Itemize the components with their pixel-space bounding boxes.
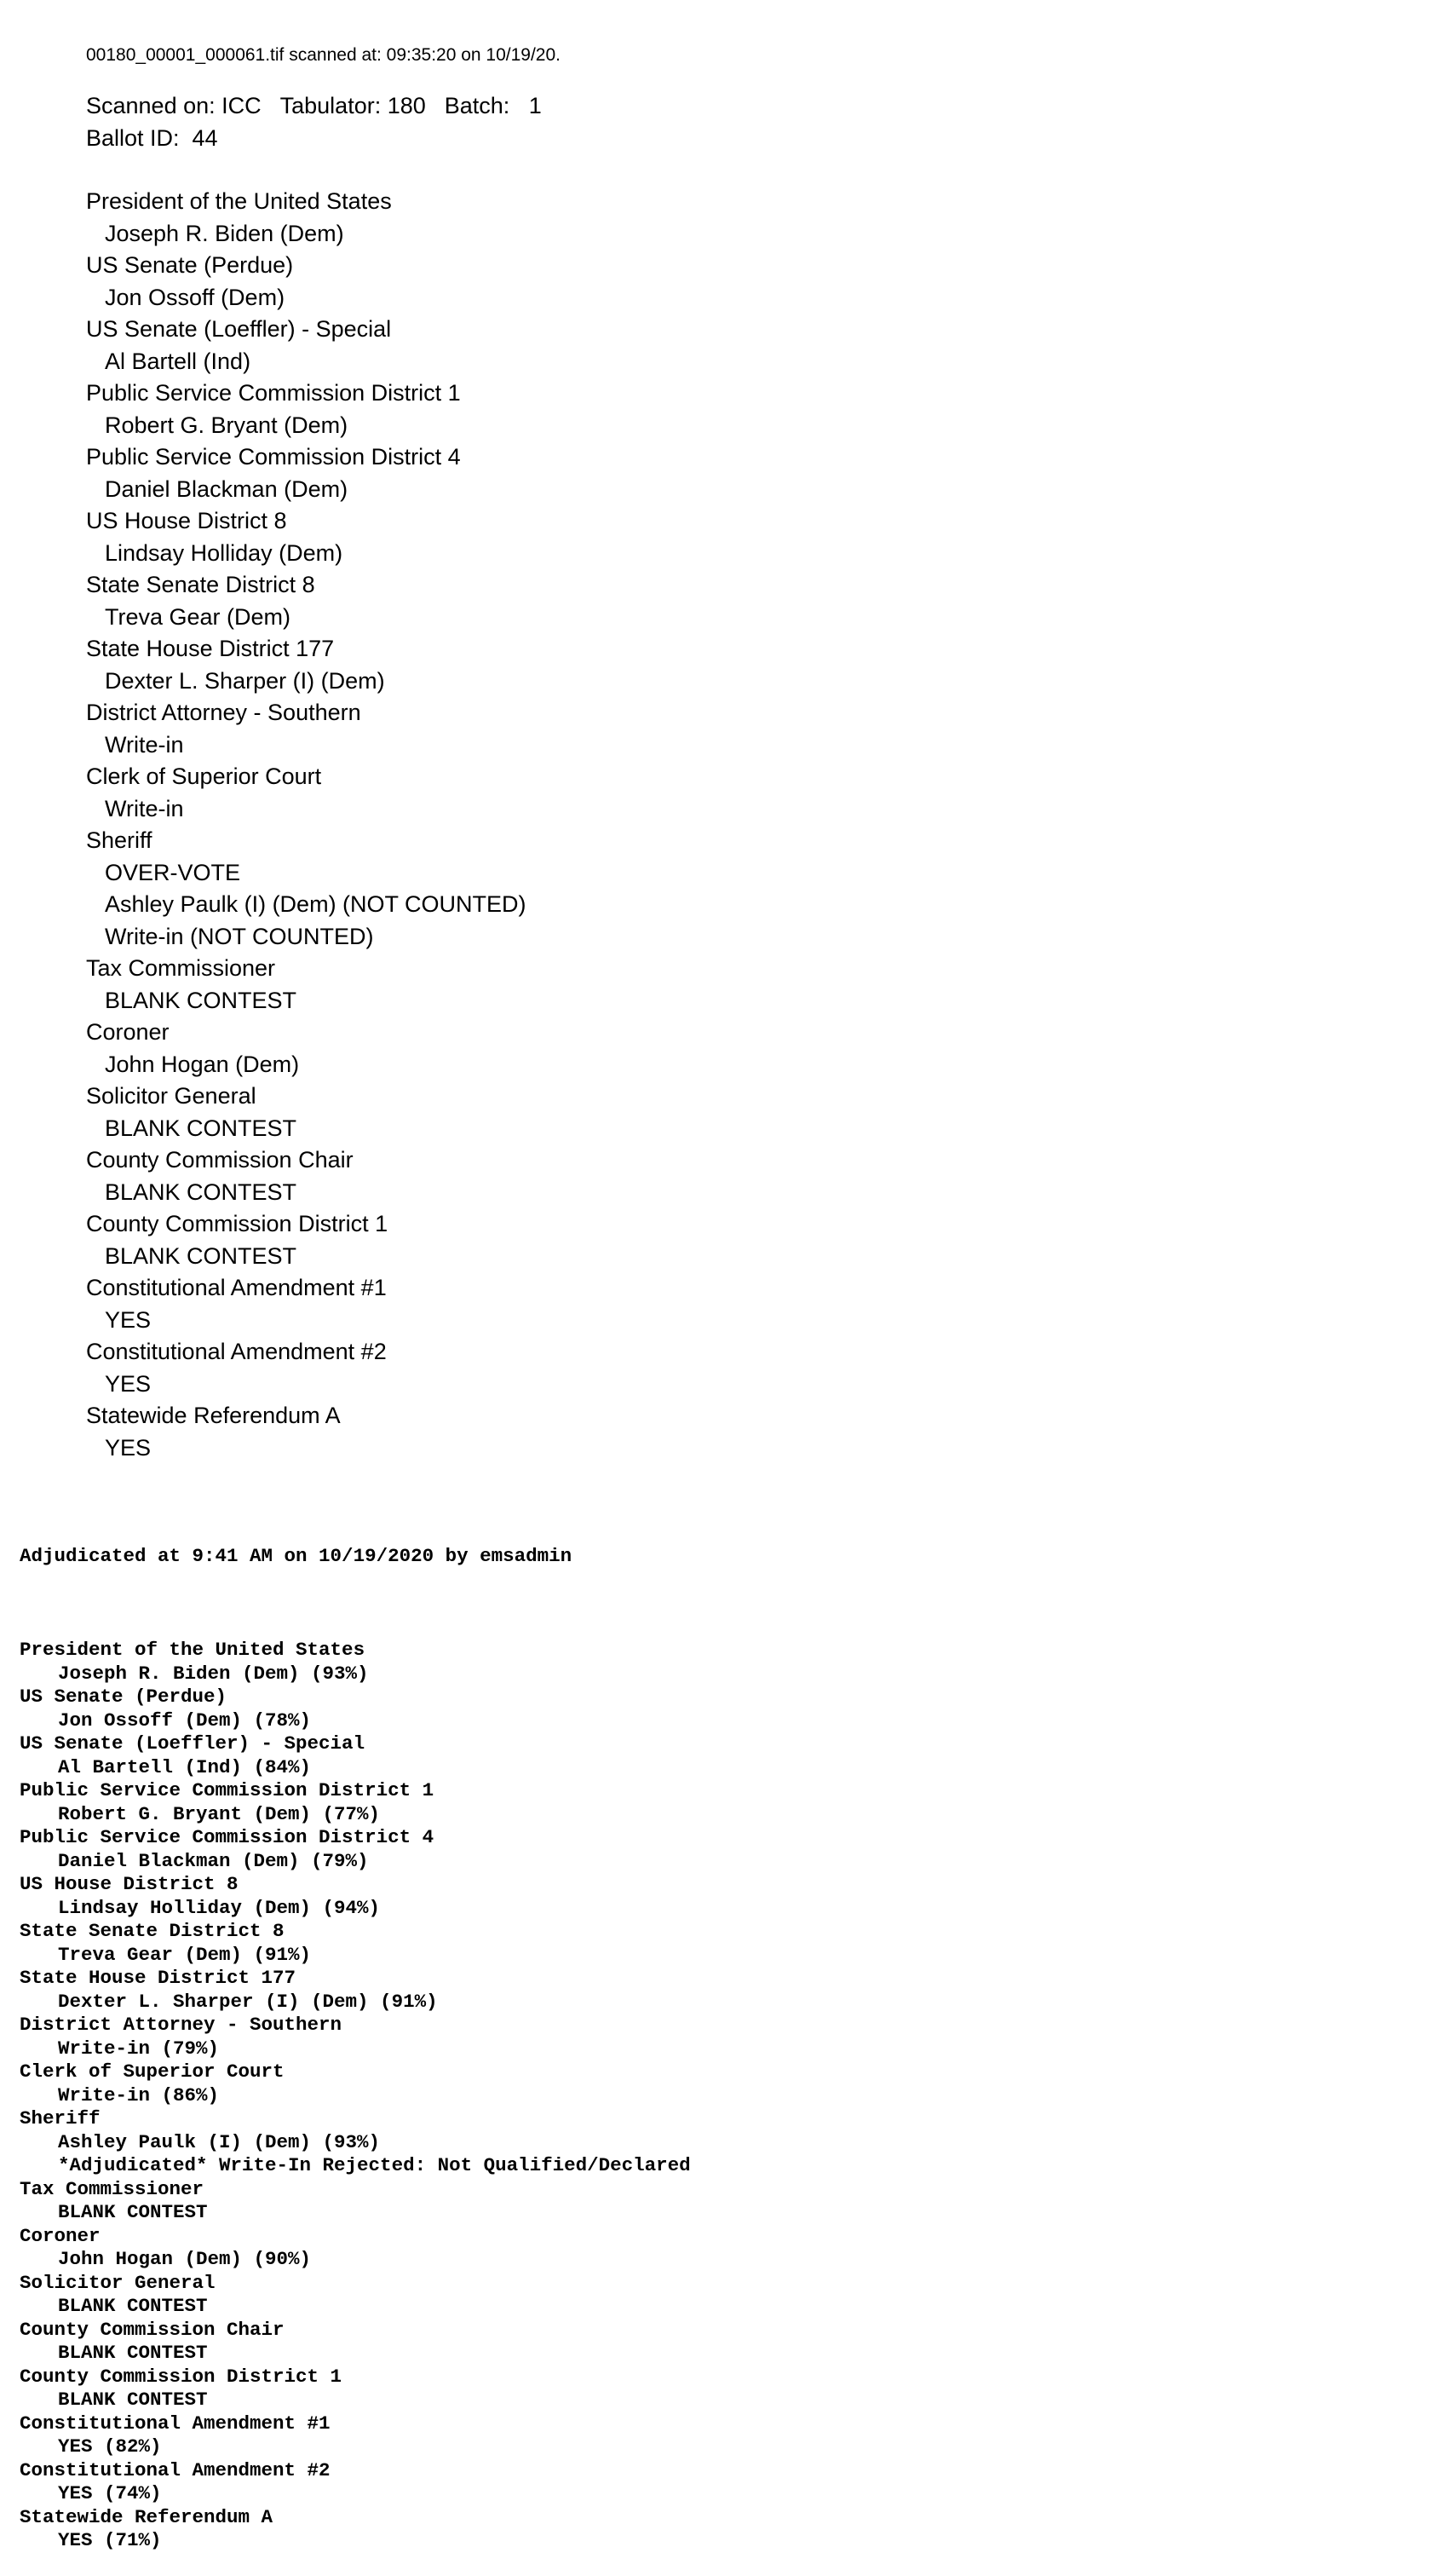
batch-label: Batch: 1 bbox=[444, 93, 542, 118]
contest-choice: Robert G. Bryant (Dem) (77%) bbox=[58, 1802, 381, 1825]
contest-title: Sheriff bbox=[20, 2107, 101, 2129]
contest-choice: Joseph R. Biden (Dem) (93%) bbox=[58, 1662, 369, 1685]
contest-choice: BLANK CONTEST bbox=[58, 2295, 208, 2317]
contest-choice: Daniel Blackman (Dem) (79%) bbox=[58, 1849, 369, 1872]
contest-title: Coroner bbox=[86, 1019, 170, 1045]
scan-header: 00180_00001_000061.tif scanned at: 09:35:20 on 10/19/20. bbox=[86, 45, 561, 65]
contest-title: County Commission Chair bbox=[20, 2318, 285, 2341]
contest-choice: *Adjudicated* Write-In Rejected: Not Qualified/Declared bbox=[58, 2154, 691, 2176]
contest-choice: Al Bartell (Ind) (84%) bbox=[58, 1755, 312, 1778]
contest-choice: Write-in (NOT COUNTED) bbox=[105, 923, 374, 949]
contest-title: District Attorney - Southern bbox=[86, 700, 361, 725]
scan-meta-line bbox=[86, 90, 561, 123]
contest-title: County Commission District 1 bbox=[86, 1211, 388, 1236]
contest-title: County Commission Chair bbox=[86, 1147, 354, 1173]
contest-title: US House District 8 bbox=[86, 508, 287, 533]
contest-choice: YES bbox=[105, 1306, 152, 1333]
contest-title: Public Service Commission District 1 bbox=[20, 1779, 434, 1801]
contest-title: Statewide Referendum A bbox=[86, 1403, 341, 1428]
contest-title: State House District 177 bbox=[86, 636, 335, 661]
contest-title: Public Service Commission District 4 bbox=[86, 444, 461, 470]
contest-choice: OVER-VOTE bbox=[105, 859, 241, 885]
contest-title: Constitutional Amendment #1 bbox=[20, 2412, 331, 2435]
contest-choice: Ashley Paulk (I) (Dem) (93%) bbox=[58, 2130, 381, 2153]
contest-choice: Write-in (86%) bbox=[58, 2083, 220, 2106]
contest-title: State House District 177 bbox=[20, 1967, 296, 1989]
contest-title: Tax Commissioner bbox=[86, 955, 276, 981]
contest-title: Solicitor General bbox=[20, 2271, 216, 2294]
contest-choice: Treva Gear (Dem) bbox=[105, 603, 291, 630]
scanned-on-label: Scanned on: ICC bbox=[86, 93, 262, 118]
adjudication-section bbox=[20, 1498, 691, 2576]
contest-choice: Write-in bbox=[105, 795, 184, 821]
contest-choice: YES bbox=[105, 1434, 152, 1461]
contest-choice: Dexter L. Sharper (I) (Dem) (91%) bbox=[58, 1990, 438, 2013]
scan-section bbox=[86, 43, 561, 1464]
contest-title: US Senate (Loeffler) - Special bbox=[86, 316, 392, 342]
contest-title: Constitutional Amendment #2 bbox=[20, 2458, 331, 2481]
contest-choice: Robert G. Bryant (Dem) bbox=[105, 412, 348, 438]
contest-choice: YES (71%) bbox=[58, 2529, 162, 2551]
contest-title: Public Service Commission District 1 bbox=[86, 380, 461, 406]
contest-choice: BLANK CONTEST bbox=[58, 2342, 208, 2364]
contest-title: Tax Commissioner bbox=[20, 2177, 204, 2200]
contest-choice: YES (82%) bbox=[58, 2435, 162, 2458]
contest-choice: BLANK CONTEST bbox=[105, 987, 297, 1013]
contest-choice: BLANK CONTEST bbox=[58, 2389, 208, 2411]
contest-choice: YES bbox=[105, 1370, 152, 1397]
contest-title: Statewide Referendum A bbox=[20, 2505, 273, 2528]
contest-choice: Daniel Blackman (Dem) bbox=[105, 475, 348, 502]
contest-choice: Joseph R. Biden (Dem) bbox=[105, 220, 344, 246]
contest-title: Sheriff bbox=[86, 827, 152, 853]
contest-title: US Senate (Perdue) bbox=[86, 252, 294, 278]
contest-choice: John Hogan (Dem) bbox=[105, 1051, 300, 1077]
contest-title: Public Service Commission District 4 bbox=[20, 1826, 434, 1848]
contest-title: Clerk of Superior Court bbox=[86, 764, 322, 789]
contest-title: Coroner bbox=[20, 2224, 101, 2247]
contest-title: Constitutional Amendment #2 bbox=[86, 1339, 387, 1364]
contest-title: State Senate District 8 bbox=[20, 1920, 285, 1942]
adjudication-contest-list bbox=[20, 1639, 691, 2553]
contest-title: Constitutional Amendment #1 bbox=[86, 1275, 387, 1300]
scan-contest-list bbox=[86, 186, 561, 1464]
contest-choice: BLANK CONTEST bbox=[105, 1115, 297, 1141]
contest-title: Clerk of Superior Court bbox=[20, 2060, 285, 2083]
contest-choice: Jon Ossoff (Dem) bbox=[105, 284, 285, 310]
contest-choice: Ashley Paulk (I) (Dem) (NOT COUNTED) bbox=[105, 891, 526, 917]
contest-title: District Attorney - Southern bbox=[20, 2014, 342, 2036]
contest-choice: Write-in (79%) bbox=[58, 2037, 220, 2060]
contest-choice: BLANK CONTEST bbox=[105, 1179, 297, 1205]
ballot-id-label: Ballot ID: 44 bbox=[86, 124, 218, 151]
contest-title: County Commission District 1 bbox=[20, 2365, 342, 2388]
contest-title: US Senate (Loeffler) - Special bbox=[20, 1732, 365, 1755]
contest-title: US Senate (Perdue) bbox=[20, 1686, 227, 1708]
contest-choice: Lindsay Holliday (Dem) (94%) bbox=[58, 1896, 381, 1919]
contest-choice: Al Bartell (Ind) bbox=[105, 348, 251, 374]
adjudication-header: Adjudicated at 9:41 AM on 10/19/2020 by emsadmin bbox=[20, 1545, 572, 1567]
contest-choice: BLANK CONTEST bbox=[105, 1242, 297, 1269]
contest-choice: Lindsay Holliday (Dem) bbox=[105, 539, 343, 566]
contest-title: State Senate District 8 bbox=[86, 572, 315, 597]
contest-choice: BLANK CONTEST bbox=[58, 2201, 208, 2223]
tabulator-label: Tabulator: 180 bbox=[279, 93, 426, 118]
contest-title: President of the United States bbox=[86, 188, 392, 214]
contest-choice: Dexter L. Sharper (I) (Dem) bbox=[105, 667, 385, 694]
contest-title: Solicitor General bbox=[86, 1083, 256, 1109]
contest-title: US House District 8 bbox=[20, 1873, 239, 1895]
contest-choice: YES (74%) bbox=[58, 2482, 162, 2504]
contest-choice: Write-in bbox=[105, 731, 184, 758]
contest-title: President of the United States bbox=[20, 1639, 365, 1661]
contest-choice: Jon Ossoff (Dem) (78%) bbox=[58, 1709, 312, 1732]
contest-choice: John Hogan (Dem) (90%) bbox=[58, 2248, 312, 2270]
contest-choice: Treva Gear (Dem) (91%) bbox=[58, 1943, 312, 1966]
